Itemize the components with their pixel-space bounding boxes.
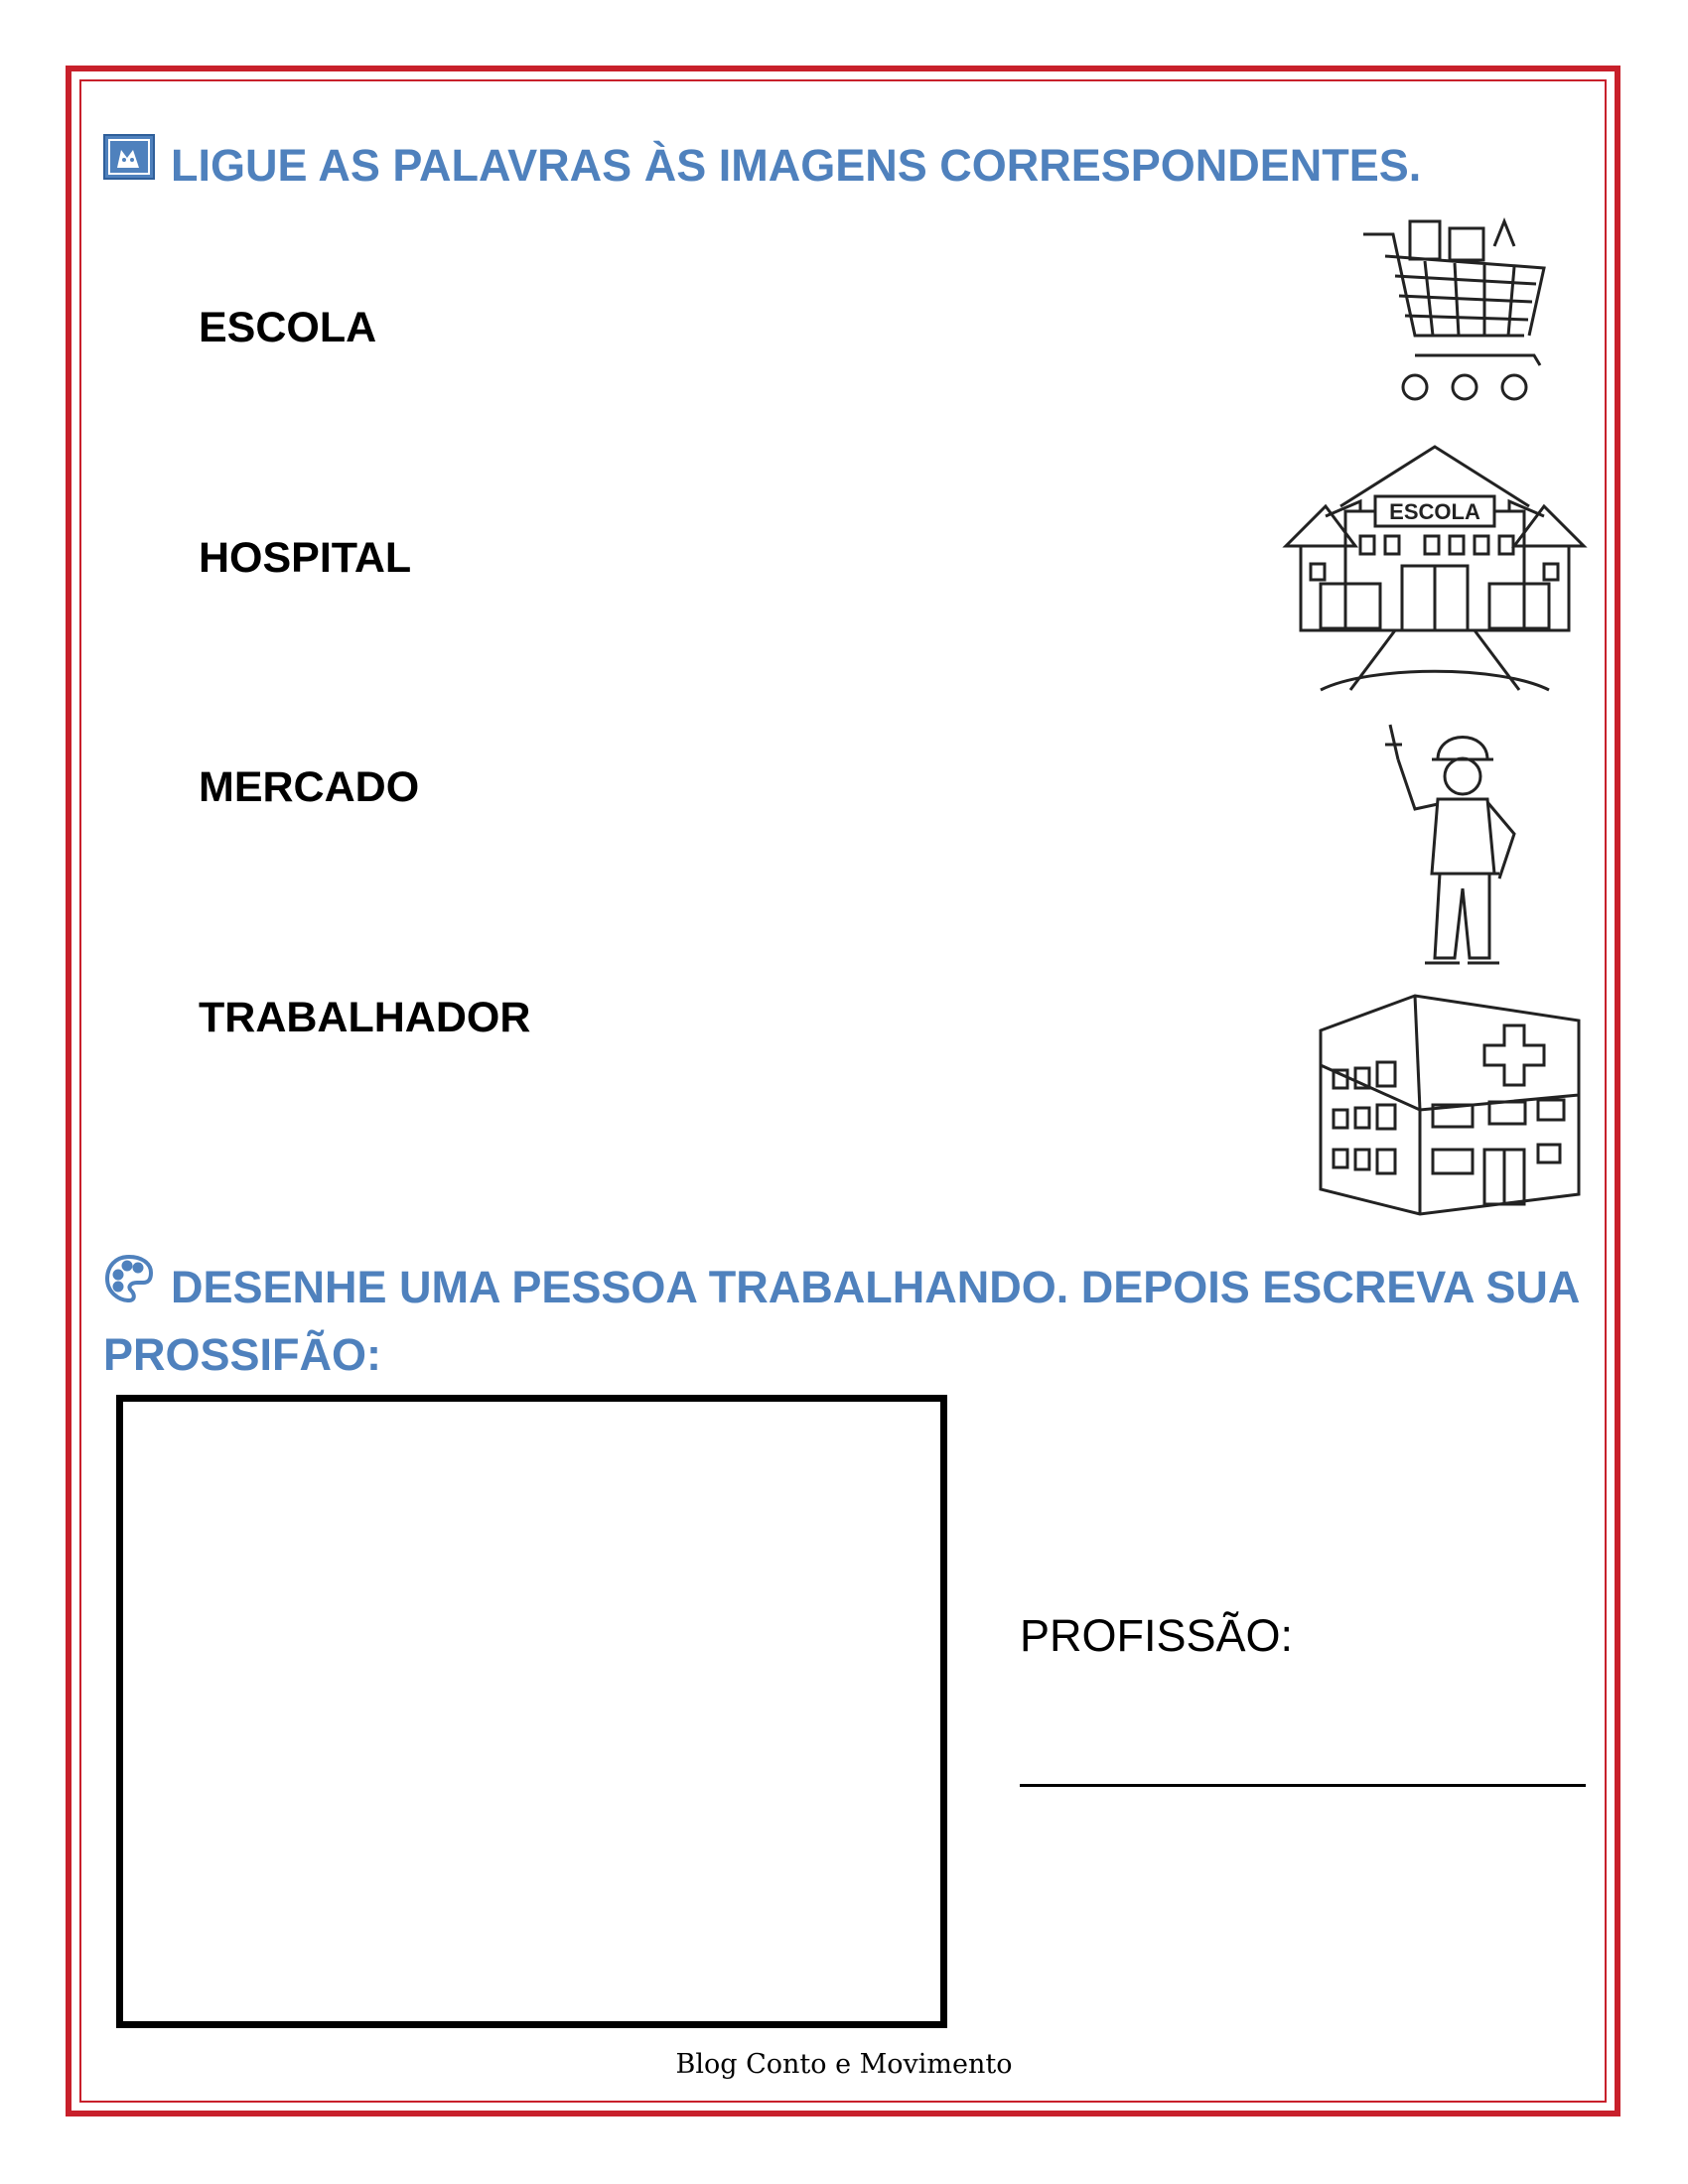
section1-heading-text: LIGUE AS PALAVRAS ÀS IMAGENS CORRESPONDENTES.: [171, 140, 1422, 191]
section2-heading: [103, 1257, 1593, 1386]
word-escola: ESCOLA: [199, 304, 377, 351]
section1-heading: [103, 135, 1593, 200]
word-mercado: MERCADO: [199, 763, 420, 811]
drawing-area[interactable]: [116, 1395, 947, 2028]
profession-answer-line[interactable]: [1020, 1784, 1586, 1787]
worker-image: [1370, 715, 1559, 983]
school-sign: ESCOLA: [1389, 499, 1480, 524]
palette-icon: [103, 1253, 155, 1320]
word-hospital: HOSPITAL: [199, 534, 412, 582]
profession-label: PROFISSÃO:: [1020, 1610, 1294, 1661]
section2-heading-text: DESENHE UMA PESSOA TRABALHANDO. DEPOIS ESCREVA SUA PROSSIFÃO:: [103, 1262, 1579, 1381]
footer-credit: Blog Conto e Movimento: [675, 2049, 1013, 2080]
hospital-building-image: [1316, 991, 1584, 1224]
word-trabalhador: TRABALHADOR: [199, 994, 531, 1041]
shopping-cart-image: [1355, 216, 1554, 415]
school-building-image: [1281, 437, 1589, 705]
cat-picture-icon: [103, 134, 155, 196]
